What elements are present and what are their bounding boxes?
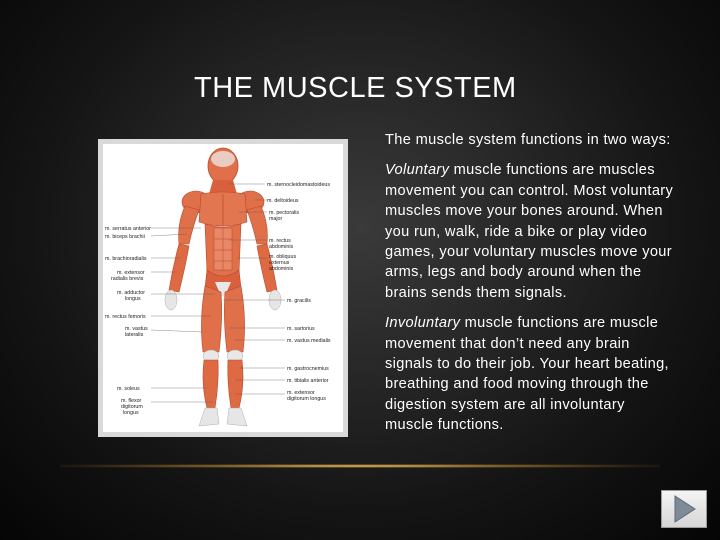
involuntary-paragraph: [385, 313, 675, 435]
label-serratus-anterior: m. serratus anterior: [105, 226, 151, 232]
label-pectoralis-major: major: [269, 216, 283, 222]
slide-body: [385, 130, 675, 446]
label-extensor-radialis-2: radialis brevis: [111, 276, 144, 282]
label-flexor-3: longus: [123, 410, 139, 416]
label-rectus-abdominis-1: m. rectus: [269, 238, 291, 244]
label-obliquus-3: abdominis: [269, 266, 294, 272]
label-biceps-brachii: m. biceps brachii: [105, 234, 145, 240]
label-rectus-femoris: m. rectus femoris: [105, 314, 146, 320]
label-adductor-2: longus: [125, 296, 141, 302]
label-vastus-lateralis-1: m. vastus: [125, 326, 148, 332]
voluntary-term: Voluntary: [385, 162, 450, 179]
label-flexor-1: m. flexor: [121, 398, 142, 404]
slide-title: THE MUSCLE SYSTEM: [194, 72, 517, 104]
accent-divider: [60, 464, 660, 468]
label-gracilis: m. gracilis: [287, 298, 311, 304]
voluntary-paragraph: [385, 160, 675, 303]
label-obliquus-2: externus: [269, 260, 290, 266]
label-sternocleidomastoideus: m. sternocleidomastoideus: [267, 182, 331, 188]
muscle-diagram-frame: [98, 139, 348, 437]
muscle-diagram: [103, 144, 343, 432]
play-triangle-icon: [662, 491, 706, 527]
involuntary-term: Involuntary: [385, 315, 461, 332]
label-flexor-2: digitorum: [121, 404, 143, 410]
label-adductor-1: m. adductor: [117, 290, 145, 296]
label-rectus-abdominis-2: abdominis: [269, 244, 294, 250]
label-vastus-lateralis-2: lateralis: [125, 332, 144, 338]
label-obliquus-1: m. obliquus: [269, 254, 297, 260]
intro-paragraph: [385, 130, 675, 150]
involuntary-text: muscle functions are muscle movement that don’t need any brain signals to do their job. Your heart beating, breathing and food moving through the digestion system are all involuntary muscle functions.: [385, 315, 669, 434]
label-extensor-digitorum-1: m. extensor: [287, 390, 315, 396]
label-vastus-medialis: m. vastus medialis: [287, 338, 331, 344]
next-slide-button[interactable]: [661, 490, 707, 528]
label-pectoralis: m. pectoralis: [269, 210, 300, 216]
label-brachioradialis: m. brachioradialis: [105, 256, 147, 262]
intro-text: The muscle system functions in two ways:: [385, 132, 671, 148]
muscular-anatomy-diagram-icon: [103, 144, 343, 432]
voluntary-text: muscle functions are muscles movement you can control. Most voluntary muscles move your bones around. When you run, walk, ride a bike or play video games, your voluntary muscles move your arms, legs and body around when the brains sends them signals.: [385, 162, 674, 301]
label-soleus: m. soleus: [117, 386, 140, 392]
label-deltoideus: m. deltoideus: [267, 198, 299, 204]
label-extensor-radialis-1: m. extensor: [117, 270, 145, 276]
label-extensor-digitorum-2: digitorum longus: [287, 396, 326, 402]
label-tibialis-anterior: m. tibialis anterior: [287, 378, 329, 384]
label-gastrocnemius: m. gastrocnemius: [287, 366, 329, 372]
label-sartorius: m. sartorius: [287, 326, 315, 332]
